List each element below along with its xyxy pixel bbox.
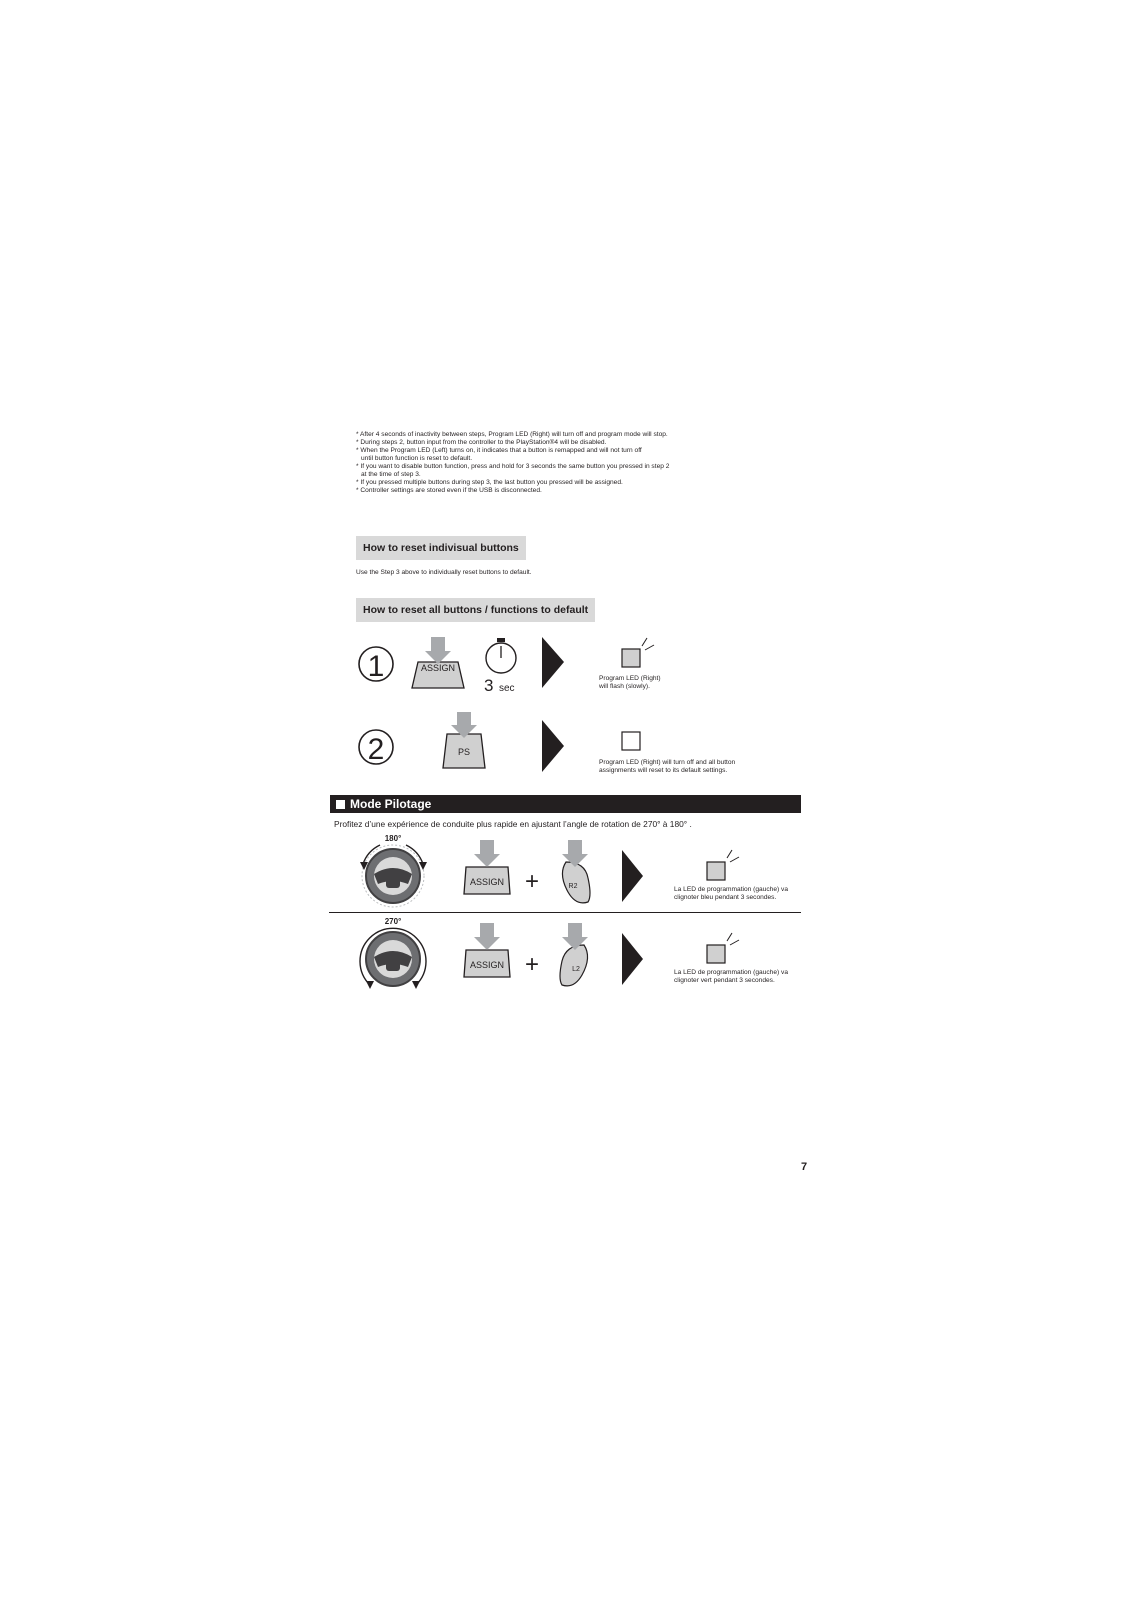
ps-button-label: PS [457, 747, 471, 757]
note-line: * After 4 seconds of inactivity between steps, Program LED (Right) will turn off and program mode will stop. [356, 431, 668, 438]
step-number: 1 [367, 650, 385, 683]
row2-result-line1: La LED de programmation (gauche) va [674, 969, 788, 976]
step2-result-line2: assignments will reset to its default settings. [599, 767, 728, 774]
led-flash-icon [622, 649, 640, 667]
row1-result-line2: clignoter bleu pendant 3 secondes. [674, 894, 777, 901]
page-number: 7 [801, 1161, 808, 1173]
reset-all-heading: How to reset all buttons / functions to default [356, 598, 595, 622]
mode-pilotage-intro: Profitez d’une expérience de conduite plus rapide en ajustant l’angle de rotation de 270° à 180° . [334, 819, 692, 829]
note-line: * If you want to disable button function, press and hold for 3 seconds the same button you pressed in step 2 [356, 463, 670, 470]
plus-sign: + [524, 951, 540, 978]
note-line: * During steps 2, button input from the controller to the PlayStation®4 will be disabled. [356, 439, 607, 446]
row1-result-line1: La LED de programmation (gauche) va [674, 886, 788, 893]
step-number: 2 [367, 733, 385, 766]
press-arrow-icon [425, 637, 451, 664]
led-flash-icon [707, 945, 725, 963]
next-arrow-icon [622, 933, 643, 985]
assign-button-label: ASSIGN [420, 663, 456, 673]
trigger-label: L2 [572, 966, 580, 973]
step1-result-line1: Program LED (Right) [599, 675, 661, 682]
next-arrow-icon [542, 637, 564, 688]
row2-result-line2: clignoter vert pendant 3 secondes. [674, 977, 775, 984]
trigger-label: R2 [568, 883, 578, 890]
angle-label: 180° [384, 834, 402, 843]
mode-pilotage-title: Mode Pilotage [350, 797, 432, 811]
timer-unit: sec [499, 683, 515, 694]
reset-individual-heading: How to reset indivisual buttons [356, 536, 526, 560]
note-line: until button function is reset to default. [361, 455, 473, 462]
next-arrow-icon [622, 850, 643, 902]
angle-label: 270° [384, 917, 402, 926]
row-divider [329, 912, 801, 913]
press-arrow-icon [474, 840, 500, 867]
led-flash-icon [707, 862, 725, 880]
assign-button-label: ASSIGN [469, 877, 505, 887]
mode-pilotage-heading [330, 795, 801, 813]
note-line: * Controller settings are stored even if the USB is disconnected. [356, 487, 542, 494]
note-line: at the time of step 3. [361, 471, 421, 478]
reset-step-1-illustration [355, 632, 775, 702]
mode-180-illustration [330, 832, 802, 910]
next-arrow-icon [542, 720, 564, 772]
square-bullet-icon [336, 800, 345, 809]
reset-step-2-illustration [355, 712, 775, 782]
press-arrow-icon [474, 923, 500, 950]
led-off-icon [622, 732, 640, 750]
plus-sign: + [524, 868, 540, 895]
assign-button-label: ASSIGN [469, 960, 505, 970]
reset-individual-text: Use the Step 3 above to individually reset buttons to default. [356, 569, 532, 576]
step1-result-line2: will flash (slowly). [599, 683, 650, 690]
notes-list [356, 431, 776, 495]
mode-270-illustration [330, 915, 802, 993]
note-line: * When the Program LED (Left) turns on, it indicates that a button is remapped and will not turn off [356, 447, 642, 454]
timer-value: 3 [484, 676, 494, 695]
step2-result-line1: Program LED (Right) will turn off and all button [599, 759, 736, 766]
note-line: * If you pressed multiple buttons during step 3, the last button you pressed will be assigned. [356, 479, 623, 486]
